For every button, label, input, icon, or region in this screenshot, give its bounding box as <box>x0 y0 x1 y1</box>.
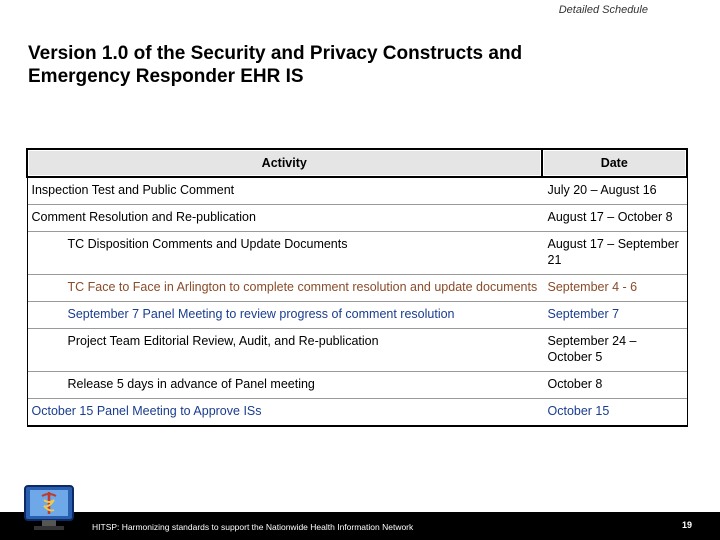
table-row <box>27 399 687 427</box>
activity-cell: October 15 Panel Meeting to Approve ISs <box>27 399 542 427</box>
date-cell: August 17 – September 21 <box>542 232 688 275</box>
activity-cell: September 7 Panel Meeting to review progress of comment resolution <box>27 302 542 329</box>
activity-cell: TC Disposition Comments and Update Documents <box>27 232 542 275</box>
date-cell: September 4 - 6 <box>542 275 688 302</box>
activity-cell: Project Team Editorial Review, Audit, and Re-publication <box>27 329 542 372</box>
activity-cell: Inspection Test and Public Comment <box>27 177 542 205</box>
table-row <box>27 372 687 399</box>
footer-text: HITSP: Harmonizing standards to support the Nationwide Health Information Network <box>92 522 414 532</box>
date-cell: October 15 <box>542 399 688 427</box>
slide-title-line-1: Version 1.0 of the Security and Privacy Constructs and <box>28 43 523 64</box>
page-number: 19 <box>681 520 692 530</box>
table-row <box>27 205 687 232</box>
table-row <box>27 329 687 372</box>
table-row <box>27 232 687 275</box>
date-cell: July 20 – August 16 <box>542 177 688 205</box>
slide-title <box>28 42 668 88</box>
table-header-row <box>27 149 687 177</box>
activity-cell: TC Face to Face in Arlington to complete comment resolution and update documents <box>27 275 542 302</box>
hitsp-caduceus-monitor-icon <box>22 482 80 534</box>
date-cell: September 7 <box>542 302 688 329</box>
column-header-date: Date <box>542 149 688 177</box>
table-row <box>27 275 687 302</box>
footer-bar <box>0 512 720 540</box>
date-cell: September 24 – October 5 <box>542 329 688 372</box>
schedule-table <box>26 148 688 427</box>
activity-cell: Comment Resolution and Re-publication <box>27 205 542 232</box>
activity-cell: Release 5 days in advance of Panel meeting <box>27 372 542 399</box>
slide-title-line-2: Emergency Responder EHR IS <box>28 66 304 87</box>
section-label: Detailed Schedule <box>558 4 648 16</box>
column-header-activity: Activity <box>27 149 542 177</box>
date-cell: August 17 – October 8 <box>542 205 688 232</box>
table-row <box>27 302 687 329</box>
date-cell: October 8 <box>542 372 688 399</box>
table-row <box>27 177 687 205</box>
